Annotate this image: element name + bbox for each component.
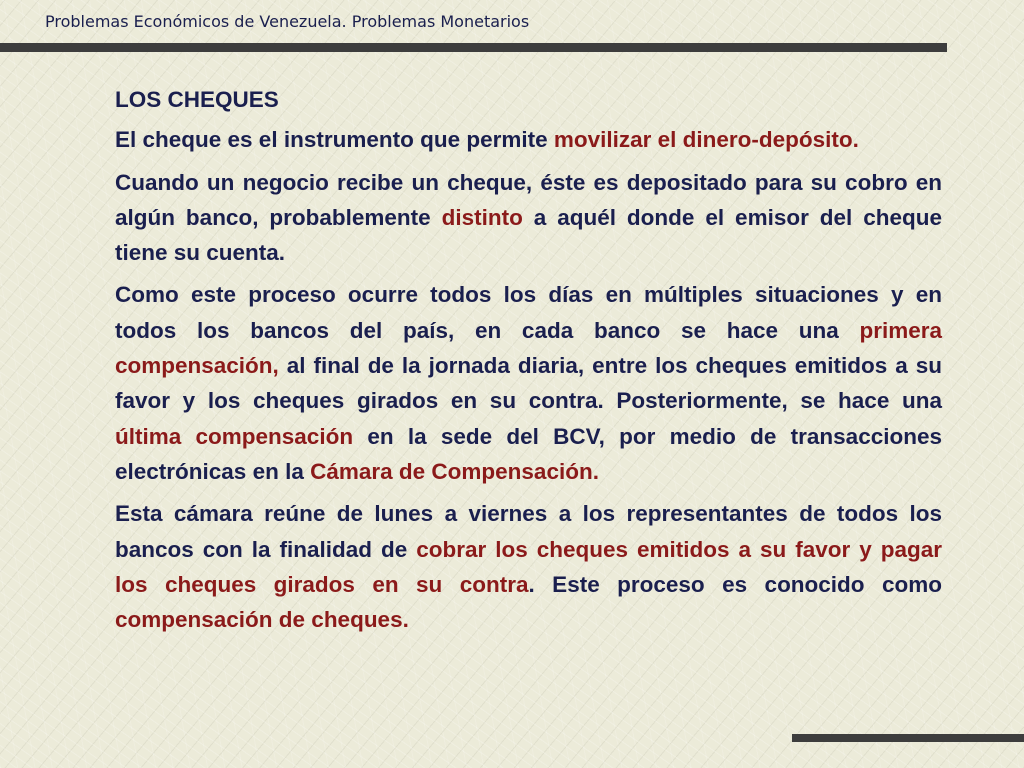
paragraph-4-text-1: Esta cámara reúne de lunes a viernes a los representantes de todos los bancos con la finalidad de xyxy=(115,501,942,562)
paragraph-2-text-1: Cuando un negocio recibe un cheque, éste es depositado para su cobro en algún banco, probablemente xyxy=(115,169,942,230)
paragraph-3 xyxy=(115,277,942,489)
slide-body xyxy=(115,82,942,644)
paragraph-4-text-2: . Este proceso es conocido como xyxy=(528,571,942,597)
paragraph-3-text-1: Como este proceso ocurre todos los días en múltiples situaciones y en todos los bancos del país, en cada banco se hace una xyxy=(115,282,942,343)
paragraph-1-text-1: El cheque es el instrumento que permite xyxy=(115,127,554,153)
paragraph-2-text-2: a aquél donde el emisor del cheque tiene su cuenta. xyxy=(115,204,943,266)
paragraph-3-text-2: al final de la jornada diaria, entre los cheques emitidos a su favor y los cheques girados en su contra. Posteriormente, se hace una xyxy=(115,353,942,414)
paragraph-1 xyxy=(115,122,942,157)
section-heading: LOS CHEQUES xyxy=(115,87,279,112)
paragraph-2-highlight-1: distinto xyxy=(441,204,523,230)
paragraph-3-highlight-2: última compensación xyxy=(115,423,354,449)
paragraph-3-highlight-1: primera compensación, xyxy=(115,317,942,379)
bottom-divider xyxy=(792,734,1024,742)
paragraph-2 xyxy=(115,165,942,271)
top-divider xyxy=(0,43,947,52)
paragraph-4 xyxy=(115,496,942,637)
header-title: Problemas Económicos de Venezuela. Problemas Monetarios xyxy=(45,12,530,31)
paragraph-4-highlight-1: cobrar los cheques emitidos a su favor y pagar los cheques girados en su contra xyxy=(115,536,942,597)
paragraph-3-text-3: en la sede del BCV, por medio de transacciones electrónicas en la xyxy=(115,423,942,484)
paragraph-4-highlight-2: compensación de cheques. xyxy=(115,607,409,633)
paragraph-3-highlight-3: Cámara de Compensación. xyxy=(310,458,599,484)
paragraph-1-highlight-1: movilizar el dinero-depósito. xyxy=(553,127,859,153)
